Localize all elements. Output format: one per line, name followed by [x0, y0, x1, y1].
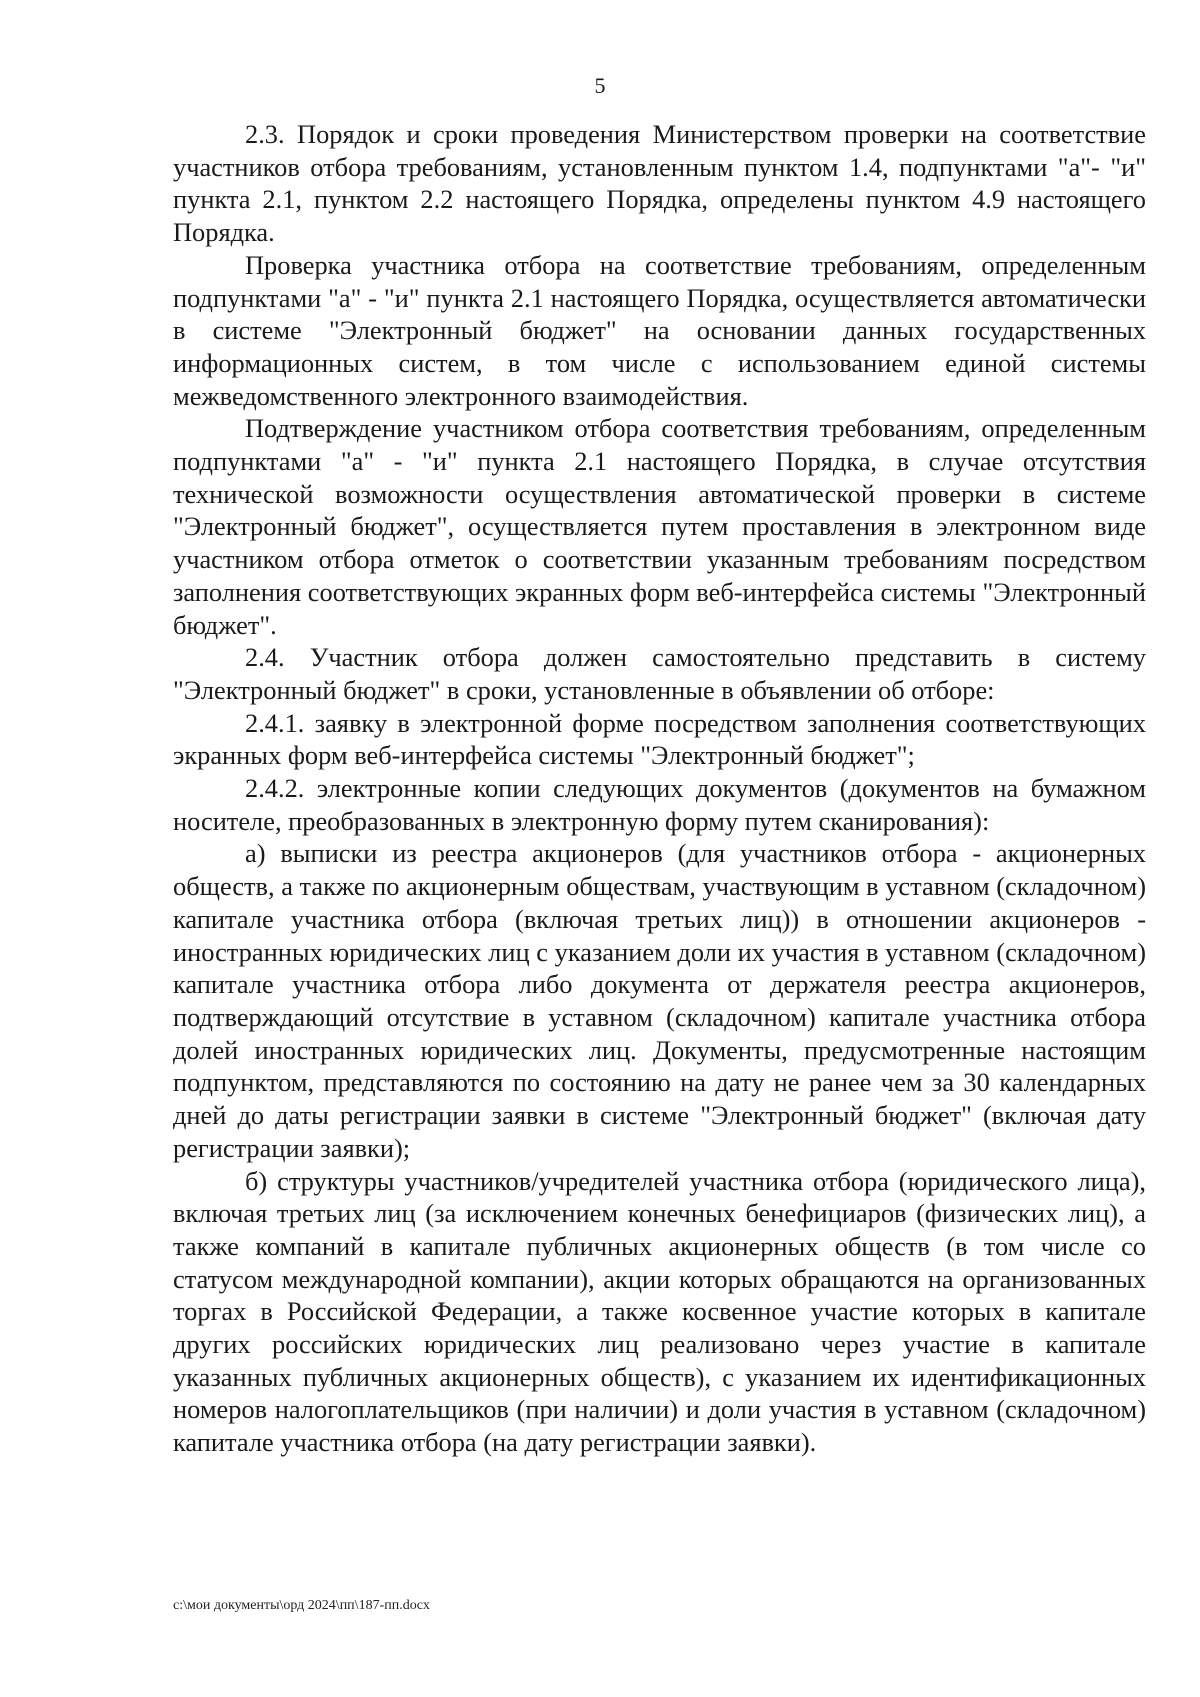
paragraph-2-4: 2.4. Участник отбора должен самостоятельно представить в систему "Электронный бюджет" в сроки, установленные в объявлении об отборе:: [173, 642, 1146, 705]
document-body: [173, 118, 1146, 1459]
paragraph-2-3: 2.3. Порядок и сроки проведения Министерством проверки на соответствие участников отбора требованиям, установленным пунктом 1.4, подпунктами "а"- "и" пункта 2.1, пунктом 2.2 настоящего Порядка, определены пунктом 4.9 настоящего Порядка.: [173, 119, 1146, 248]
paragraph-verification: Проверка участника отбора на соответствие требованиям, определенным подпунктами "а" - "и" пункта 2.1 настоящего Порядка, осуществляется автоматически в системе "Электронный бюджет" на основании данных государственных информационных систем, в том числе с использованием единой системы межведомственного электронного взаимодействия.: [173, 249, 1146, 411]
paragraph-2-4-2: 2.4.2. электронные копии следующих документов (документов на бумажном носителе, преобразованных в электронную форму путем сканирования):: [173, 773, 1146, 836]
paragraph-item-a: а) выписки из реестра акционеров (для участников отбора - акционерных обществ, а также по акционерным обществам, участвующим в уставном (складочном) капитале участника отбора (включая третьих лиц)) в отношении акционеров - иностранных юридических лиц с указанием доли их участия в уставном (складочном) капитале участника отбора либо документа от держателя реестра акционеров, подтверждающий отсутствие в уставном (складочном) капитале участника отбора долей иностранных юридических лиц. Документы, предусмотренные настоящим подпунктом, представляются по состоянию на дату не ранее чем за 30 календарных дней до даты регистрации заявки в системе "Электронный бюджет" (включая дату регистрации заявки);: [173, 838, 1146, 1163]
footer-file-path: c:\мои документы\орд 2024\пп\187-пп.docx: [173, 1598, 430, 1613]
paragraph-confirmation: Подтверждение участником отбора соответствия требованиям, определенным подпунктами "а" - "и" пункта 2.1 настоящего Порядка, в случае отсутствия технической возможности осуществления автоматической проверки в системе "Электронный бюджет", осуществляется путем проставления в электронном виде участником отбора отметок о соответствии указанным требованиям посредством заполнения соответствующих экранных форм веб-интерфейса системы "Электронный бюджет".: [173, 413, 1146, 640]
paragraph-2-4-1: 2.4.1. заявку в электронной форме посредством заполнения соответствующих экранных форм веб-интерфейса системы "Электронный бюджет";: [173, 707, 1146, 771]
paragraph-item-b: б) структуры участников/учредителей участника отбора (юридического лица), включая третьих лиц (за исключением конечных бенефициаров (физических лиц), а также компаний в капитале публичных акционерных обществ (в том числе со статусом международной компании), акции которых обращаются на организованных торгах в Российской Федерации, а также косвенное участие которых в капитале других российских юридических лиц реализовано через участие в капитале указанных публичных акционерных обществ), с указанием их идентификационных номеров налогоплательщиков (при наличии) и доли участия в уставном (складочном) капитале участника отбора (на дату регистрации заявки).: [173, 1165, 1146, 1458]
page-number: 5: [594, 73, 606, 98]
